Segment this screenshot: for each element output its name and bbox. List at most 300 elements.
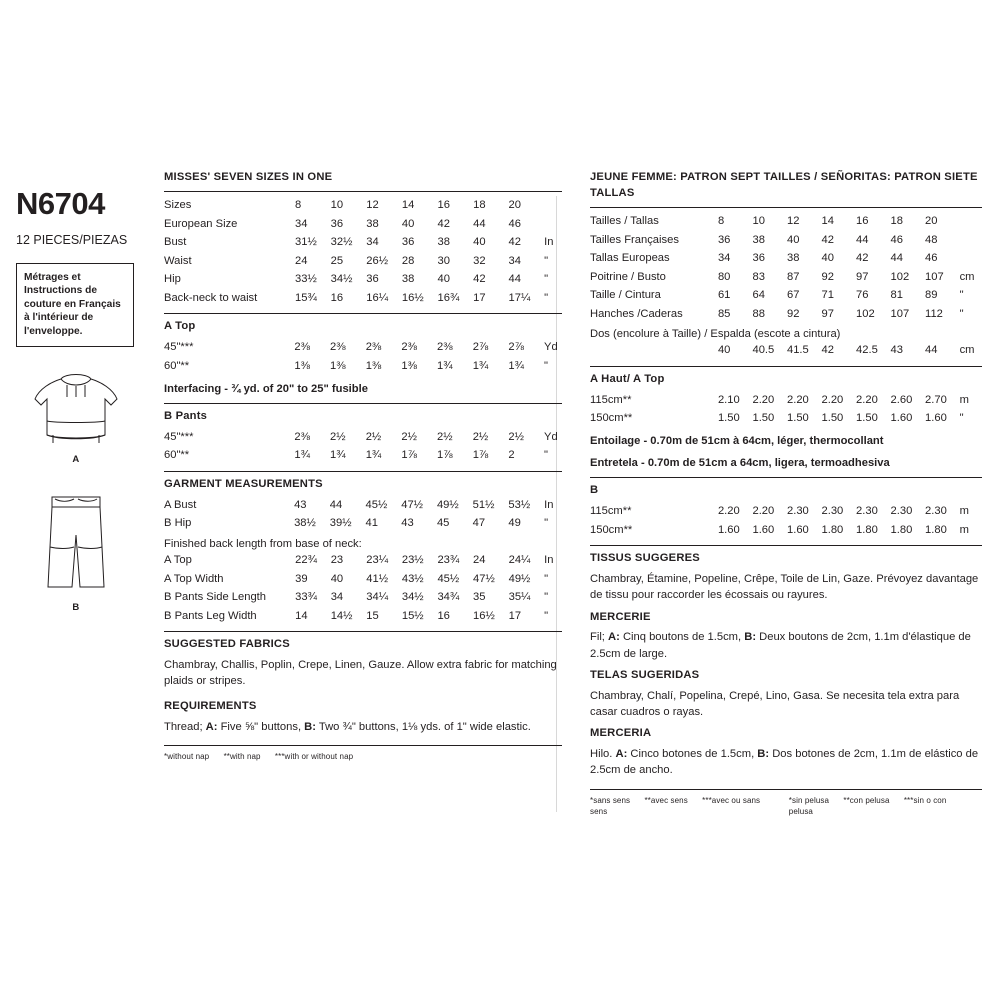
row-value: 40 bbox=[821, 252, 834, 265]
row-value: 17 bbox=[508, 609, 522, 622]
row-label bbox=[590, 342, 718, 361]
row-value: 23¼ bbox=[366, 554, 389, 567]
fr-footnote-1: *sans sens bbox=[590, 795, 631, 805]
row-unit: " bbox=[544, 291, 549, 304]
row-value: 38 bbox=[437, 236, 450, 249]
row-label: A Top Width bbox=[164, 572, 224, 585]
row-value: 42 bbox=[856, 252, 869, 265]
row-value: 15¾ bbox=[295, 291, 317, 304]
french-spanish-title: JEUNE FEMME: PATRON SEPT TAILLES / SEÑORITAS: PATRON SIETE TALLAS bbox=[590, 171, 978, 199]
row-value: 1¾ bbox=[330, 449, 346, 462]
row-value: 2.20 bbox=[752, 505, 775, 518]
row-label: Hip bbox=[164, 273, 181, 286]
row-value: 23 bbox=[330, 554, 344, 567]
row-unit: In bbox=[544, 554, 554, 567]
row-value: 46 bbox=[925, 252, 938, 265]
row-value: 12 bbox=[786, 215, 800, 228]
row-value: 2.30 bbox=[821, 505, 844, 518]
figure-a-label: A bbox=[72, 454, 80, 466]
french-spanish-column bbox=[572, 170, 992, 817]
fr-footnote-3: ***avec ou sans sens bbox=[590, 795, 761, 817]
row-value: 16 bbox=[856, 215, 869, 228]
row-value: 34 bbox=[717, 252, 731, 265]
row-value: 16½ bbox=[473, 609, 495, 622]
row-value: 92 bbox=[821, 270, 834, 283]
b-yardage-table bbox=[590, 503, 982, 540]
row-value: 34½ bbox=[330, 273, 353, 286]
requirements-text bbox=[164, 719, 562, 735]
row-value: 2.30 bbox=[890, 505, 913, 518]
row-value: 20 bbox=[508, 199, 521, 212]
row-unit: " bbox=[544, 572, 549, 585]
row-value: 8 bbox=[295, 199, 302, 212]
row-value: 2.10 bbox=[717, 393, 740, 406]
row-value: 42 bbox=[437, 217, 450, 230]
divider bbox=[590, 545, 982, 546]
row-value: 47½ bbox=[473, 572, 495, 585]
row-unit: m bbox=[959, 393, 969, 406]
row-value: 43 bbox=[294, 498, 307, 511]
suggested-fabrics-heading: SUGGESTED FABRICS bbox=[164, 637, 290, 650]
es-footnote-2: **con pelusa bbox=[843, 795, 890, 805]
row-label: Tailles / Tallas bbox=[590, 215, 659, 228]
row-value: 38 bbox=[786, 252, 800, 265]
row-unit: In bbox=[544, 498, 554, 511]
table-row bbox=[164, 252, 562, 271]
row-value: 1.50 bbox=[752, 412, 775, 425]
row-value: 18 bbox=[890, 215, 903, 228]
french-instructions-box: Métrages et Instructions de couture en Français à l'intérieur de l'enveloppe. bbox=[16, 263, 134, 347]
merceria-part-3: Dos botones de 2cm, 1.1m de elástico de 2.5cm de ancho. bbox=[590, 748, 979, 777]
row-value: 1.50 bbox=[717, 412, 740, 425]
es-footnote-1: *sin pelusa bbox=[788, 795, 830, 805]
row-label: 150cm** bbox=[590, 523, 633, 536]
row-label: 60"** bbox=[164, 359, 190, 372]
row-unit: " bbox=[544, 273, 549, 286]
row-value: 24¼ bbox=[508, 554, 531, 567]
row-value: 2½ bbox=[330, 430, 346, 443]
row-value: 44 bbox=[473, 217, 486, 230]
row-value: 17 bbox=[473, 291, 486, 304]
table-row bbox=[590, 342, 982, 361]
row-label: 115cm** bbox=[590, 505, 632, 518]
mercerie-text bbox=[590, 629, 982, 661]
tissus-text: Chambray, Étamine, Popeline, Crêpe, Toile de Lin, Gaze. Prévoyez davantage de tissu pour raccorder les écossais ou rayures. bbox=[590, 573, 979, 602]
requirements-part-1: Thread; bbox=[164, 721, 206, 734]
row-value: 87 bbox=[786, 270, 800, 283]
row-value: 2⅞ bbox=[508, 341, 524, 354]
row-value: 107 bbox=[925, 270, 944, 283]
table-row bbox=[590, 250, 982, 269]
row-value: 89 bbox=[925, 289, 938, 302]
row-value: 1.80 bbox=[821, 523, 844, 536]
row-value: 40 bbox=[786, 233, 800, 246]
row-value: 16¼ bbox=[366, 291, 389, 304]
es-footnote-3: ***sin o con pelusa bbox=[788, 795, 947, 817]
row-label: Poitrine / Busto bbox=[590, 270, 666, 283]
row-value: 107 bbox=[890, 307, 910, 320]
row-value: 38 bbox=[752, 233, 765, 246]
row-value: 1.60 bbox=[786, 523, 809, 536]
row-unit: " bbox=[544, 449, 549, 462]
row-value: 44 bbox=[925, 344, 938, 357]
row-value: 88 bbox=[752, 307, 765, 320]
finished-length-note: Finished back length from base of neck: bbox=[164, 537, 362, 550]
footnote-1: *without nap bbox=[164, 752, 210, 762]
row-value: 2⅜ bbox=[330, 341, 346, 354]
row-value: 34¼ bbox=[366, 591, 389, 604]
table-row bbox=[590, 213, 982, 232]
table-row bbox=[164, 215, 562, 234]
row-value: 102 bbox=[856, 307, 875, 320]
row-value: 16½ bbox=[401, 291, 424, 304]
row-value: 26½ bbox=[366, 254, 389, 267]
row-unit: cm bbox=[959, 270, 975, 283]
row-value: 43 bbox=[401, 517, 414, 530]
row-value: 14 bbox=[821, 215, 834, 228]
row-unit bbox=[960, 250, 982, 269]
table-row bbox=[164, 607, 562, 626]
row-value: 39½ bbox=[329, 517, 352, 530]
row-value: 46 bbox=[890, 233, 903, 246]
merceria-view-b: B: bbox=[757, 748, 770, 761]
row-unit: " bbox=[959, 412, 964, 425]
requirements-view-a: A: bbox=[205, 721, 218, 734]
row-label: A Bust bbox=[164, 498, 197, 511]
row-value: 16 bbox=[437, 609, 450, 622]
row-label: Hanches /Caderas bbox=[590, 307, 683, 320]
row-value: 25 bbox=[330, 254, 344, 267]
row-value: 34 bbox=[295, 217, 308, 230]
row-value: 34½ bbox=[401, 591, 424, 604]
row-value: 47½ bbox=[401, 498, 424, 511]
row-value: 40 bbox=[473, 236, 486, 249]
tissus-heading: TISSUS SUGGERES bbox=[590, 552, 700, 565]
row-value: 1⅞ bbox=[437, 449, 453, 462]
row-value: 36 bbox=[401, 236, 415, 249]
row-value: 2.30 bbox=[786, 505, 809, 518]
row-value: 14 bbox=[401, 199, 415, 212]
a-haut-yardage-table bbox=[590, 391, 982, 428]
table-row bbox=[164, 289, 562, 308]
row-value: 2⅞ bbox=[472, 341, 489, 354]
row-value: 49 bbox=[508, 517, 521, 530]
pants-illustration-icon bbox=[28, 491, 124, 599]
row-value: 81 bbox=[890, 289, 903, 302]
row-value: 38 bbox=[366, 217, 379, 230]
row-value: 2½ bbox=[437, 430, 453, 443]
divider bbox=[590, 207, 982, 208]
row-value: 2⅜ bbox=[365, 341, 382, 354]
table-row bbox=[164, 197, 562, 216]
row-value: 30 bbox=[437, 254, 450, 267]
row-value: 1⅞ bbox=[401, 449, 417, 462]
piece-count: 12 PIECES/PIEZAS bbox=[16, 233, 128, 247]
telas-text: Chambray, Chalí, Popelina, Crepé, Lino, Gasa. Se necesita tela extra para casar cuadros o rayas. bbox=[590, 689, 960, 719]
table-row bbox=[164, 570, 562, 589]
row-value: 2½ bbox=[472, 430, 489, 443]
row-value: 34 bbox=[330, 591, 344, 604]
row-value: 20 bbox=[925, 215, 938, 228]
row-value: 2.70 bbox=[925, 393, 947, 406]
french-spanish-footnotes bbox=[590, 789, 982, 818]
garment-measurements-table-2 bbox=[164, 552, 562, 626]
row-label: Tallas Europeas bbox=[590, 252, 670, 265]
row-value: 35¼ bbox=[508, 591, 531, 604]
row-label: A Top bbox=[164, 554, 192, 567]
mercerie-view-a: A: bbox=[608, 631, 620, 644]
row-value: 14 bbox=[295, 609, 308, 622]
row-value: 2⅜ bbox=[437, 341, 453, 354]
row-value: 24 bbox=[295, 254, 308, 267]
row-value: 16 bbox=[437, 199, 450, 212]
figure-b-label: B bbox=[72, 602, 80, 614]
row-value: 23¾ bbox=[437, 554, 460, 567]
row-value: 1.50 bbox=[786, 412, 809, 425]
divider bbox=[164, 403, 562, 404]
row-value: 45½ bbox=[365, 498, 388, 511]
row-value: 10 bbox=[752, 215, 765, 228]
row-value: 46 bbox=[508, 217, 521, 230]
row-value: 2½ bbox=[401, 430, 417, 443]
row-value: 40.5 bbox=[752, 344, 775, 357]
a-top-heading: A Top bbox=[164, 319, 196, 332]
row-label: Bust bbox=[164, 236, 187, 249]
row-label: Taille / Cintura bbox=[590, 289, 661, 302]
table-row bbox=[164, 234, 562, 253]
row-label: 150cm** bbox=[590, 412, 633, 425]
row-unit: " bbox=[959, 289, 964, 302]
row-value: 49½ bbox=[508, 572, 531, 585]
row-value: 67 bbox=[786, 289, 800, 302]
row-label: Back-neck to waist bbox=[164, 291, 258, 304]
row-unit: In bbox=[544, 236, 554, 249]
interfacing-note: Interfacing - ¾ yd. of 20" to 25" fusible bbox=[164, 382, 368, 395]
row-label: B Pants Side Length bbox=[164, 591, 267, 604]
row-value: 92 bbox=[786, 307, 800, 320]
row-value: 12 bbox=[366, 199, 379, 212]
requirements-heading: REQUIREMENTS bbox=[164, 700, 257, 713]
merceria-text bbox=[590, 746, 982, 778]
table-row bbox=[590, 410, 982, 429]
row-value: 36 bbox=[366, 273, 379, 286]
english-column bbox=[154, 170, 572, 817]
figure-b bbox=[16, 491, 136, 613]
table-row bbox=[164, 589, 562, 608]
merceria-heading: MERCERIA bbox=[590, 727, 652, 740]
pattern-number: N6704 bbox=[16, 186, 105, 221]
row-value: 1.60 bbox=[752, 523, 775, 536]
row-value: 1¾ bbox=[294, 449, 310, 462]
row-value: 38 bbox=[401, 273, 415, 286]
divider bbox=[164, 313, 562, 314]
row-value: 2.60 bbox=[890, 393, 913, 406]
row-value: 28 bbox=[401, 254, 415, 267]
row-value: 2⅜ bbox=[294, 341, 310, 354]
row-value: 16¾ bbox=[437, 291, 460, 304]
entoilage-note: Entoilage - 0.70m de 51cm à 64cm, léger, thermocollant bbox=[590, 435, 884, 448]
merceria-view-a: A: bbox=[615, 748, 628, 761]
row-label: 60"** bbox=[164, 449, 190, 462]
row-value: 1.60 bbox=[925, 412, 947, 425]
row-value: 17¼ bbox=[508, 291, 531, 304]
row-value: 16 bbox=[330, 291, 344, 304]
row-value: 47 bbox=[472, 517, 486, 530]
row-label: B Hip bbox=[164, 517, 192, 530]
row-value: 41.5 bbox=[786, 344, 809, 357]
row-value: 45 bbox=[436, 517, 450, 530]
row-value: 2.20 bbox=[856, 393, 878, 406]
metric-size-table bbox=[590, 213, 982, 324]
footnote-3: ***with or without nap bbox=[274, 752, 354, 762]
row-unit bbox=[960, 231, 982, 250]
row-value: 1.60 bbox=[890, 412, 913, 425]
row-value: 2.20 bbox=[752, 393, 775, 406]
table-row bbox=[164, 552, 562, 571]
row-unit bbox=[544, 215, 562, 234]
suggested-fabrics-text: Chambray, Challis, Poplin, Crepe, Linen, Gauze. Allow extra fabric for matching plaids or stripes. bbox=[164, 658, 557, 687]
mercerie-view-b: B: bbox=[744, 631, 757, 644]
row-value: 18 bbox=[473, 199, 486, 212]
row-value: 43 bbox=[890, 344, 903, 357]
garment-measurements-heading: GARMENT MEASUREMENTS bbox=[164, 477, 323, 490]
row-value: 53½ bbox=[508, 498, 531, 511]
row-value: 48 bbox=[925, 233, 938, 246]
row-value: 76 bbox=[856, 289, 869, 302]
row-value: 42 bbox=[473, 273, 486, 286]
row-value: 1¾ bbox=[472, 359, 489, 372]
row-value: 2½ bbox=[365, 430, 382, 443]
row-value: 1⅜ bbox=[365, 359, 382, 372]
divider bbox=[164, 631, 562, 632]
row-value: 1.80 bbox=[925, 523, 947, 536]
row-label: 45"*** bbox=[164, 341, 194, 354]
row-value: 45½ bbox=[437, 572, 460, 585]
row-value: 41½ bbox=[366, 572, 389, 585]
row-value: 44 bbox=[508, 273, 521, 286]
row-value: 40 bbox=[717, 344, 731, 357]
row-value: 40 bbox=[401, 217, 415, 230]
row-label: Tailles Françaises bbox=[590, 233, 679, 246]
row-value: 1¾ bbox=[365, 449, 382, 462]
row-unit: " bbox=[544, 591, 549, 604]
row-label: Waist bbox=[164, 254, 192, 267]
merceria-part-2: Cinco botones de 1.5cm, bbox=[627, 748, 758, 761]
garment-measurements-table bbox=[164, 497, 562, 534]
row-value: 32 bbox=[473, 254, 486, 267]
row-value: 1⅜ bbox=[401, 359, 417, 372]
table-row bbox=[590, 522, 982, 541]
row-value: 40 bbox=[437, 273, 450, 286]
row-value: 2½ bbox=[508, 430, 524, 443]
row-value: 41 bbox=[365, 517, 378, 530]
b-pants-yardage-table bbox=[164, 429, 562, 466]
row-value: 1⅜ bbox=[294, 359, 310, 372]
row-value: 1⅞ bbox=[472, 449, 489, 462]
row-value: 35 bbox=[473, 591, 486, 604]
row-value: 112 bbox=[925, 307, 943, 320]
row-value: 1.60 bbox=[717, 523, 740, 536]
row-value: 44 bbox=[890, 252, 903, 265]
a-haut-heading: A Haut/ A Top bbox=[590, 372, 665, 385]
identity-column bbox=[14, 170, 154, 817]
merceria-part-1: Hilo. bbox=[590, 748, 616, 761]
row-value: 85 bbox=[717, 307, 731, 320]
row-value: 24 bbox=[473, 554, 486, 567]
row-value: 42 bbox=[821, 233, 834, 246]
mercerie-part-1: Fil; bbox=[590, 631, 609, 644]
row-unit: " bbox=[544, 609, 549, 622]
table-row bbox=[590, 391, 982, 410]
row-value: 1.80 bbox=[856, 523, 878, 536]
english-footnotes bbox=[164, 745, 562, 762]
row-value: 83 bbox=[752, 270, 765, 283]
figure-a bbox=[16, 369, 136, 465]
b-pants-heading: B Pants bbox=[164, 409, 208, 422]
row-label: 115cm** bbox=[590, 393, 632, 406]
back-neck-label: Dos (encolure à Taille) / Espalda (escote a cintura) bbox=[590, 327, 841, 340]
english-size-table bbox=[164, 197, 562, 308]
row-value: 71 bbox=[821, 289, 834, 302]
table-row bbox=[590, 268, 982, 287]
requirements-view-b: B: bbox=[304, 721, 316, 734]
row-value: 34 bbox=[508, 254, 521, 267]
row-value: 31½ bbox=[295, 236, 317, 249]
fr-footnote-2: **avec sens bbox=[644, 795, 688, 805]
table-row bbox=[590, 287, 982, 306]
row-value: 8 bbox=[717, 215, 725, 228]
row-value: 34 bbox=[366, 236, 379, 249]
row-value: 38½ bbox=[294, 517, 316, 530]
row-unit: Yd bbox=[544, 430, 558, 443]
mercerie-part-2: Cinq boutons de 1.5cm, bbox=[619, 631, 745, 644]
row-value: 14½ bbox=[330, 609, 353, 622]
row-value: 102 bbox=[890, 270, 910, 283]
row-value: 15 bbox=[366, 609, 379, 622]
row-value: 49½ bbox=[436, 498, 459, 511]
row-value: 2⅜ bbox=[401, 341, 417, 354]
row-value: 2.20 bbox=[821, 393, 844, 406]
row-value: 43½ bbox=[401, 572, 424, 585]
table-row bbox=[164, 339, 562, 358]
english-title: MISSES' SEVEN SIZES IN ONE bbox=[164, 171, 333, 183]
row-unit: m bbox=[959, 523, 969, 536]
row-value: 33¾ bbox=[295, 591, 317, 604]
row-value: 36 bbox=[717, 233, 731, 246]
divider bbox=[590, 366, 982, 367]
mercerie-part-3: Deux boutons de 2cm, 1.1m d'élastique de 2.5cm de large. bbox=[590, 631, 971, 660]
row-value: 1.50 bbox=[821, 412, 844, 425]
row-unit: " bbox=[544, 254, 549, 267]
row-value: 2⅜ bbox=[294, 430, 310, 443]
row-value: 36 bbox=[330, 217, 344, 230]
row-value: 42 bbox=[508, 236, 521, 249]
row-unit bbox=[960, 213, 982, 232]
divider bbox=[590, 477, 982, 478]
footnote-2: **with nap bbox=[223, 752, 261, 762]
row-unit: " bbox=[959, 307, 964, 320]
divider bbox=[164, 471, 562, 472]
back-neck-table bbox=[590, 342, 982, 361]
telas-heading: TELAS SUGERIDAS bbox=[590, 668, 700, 681]
table-row bbox=[164, 357, 562, 376]
row-unit: " bbox=[544, 517, 549, 530]
row-value: 80 bbox=[717, 270, 731, 283]
table-row bbox=[590, 503, 982, 522]
row-value: 23½ bbox=[401, 554, 424, 567]
row-value: 15½ bbox=[401, 609, 424, 622]
top-illustration-icon bbox=[23, 369, 129, 451]
